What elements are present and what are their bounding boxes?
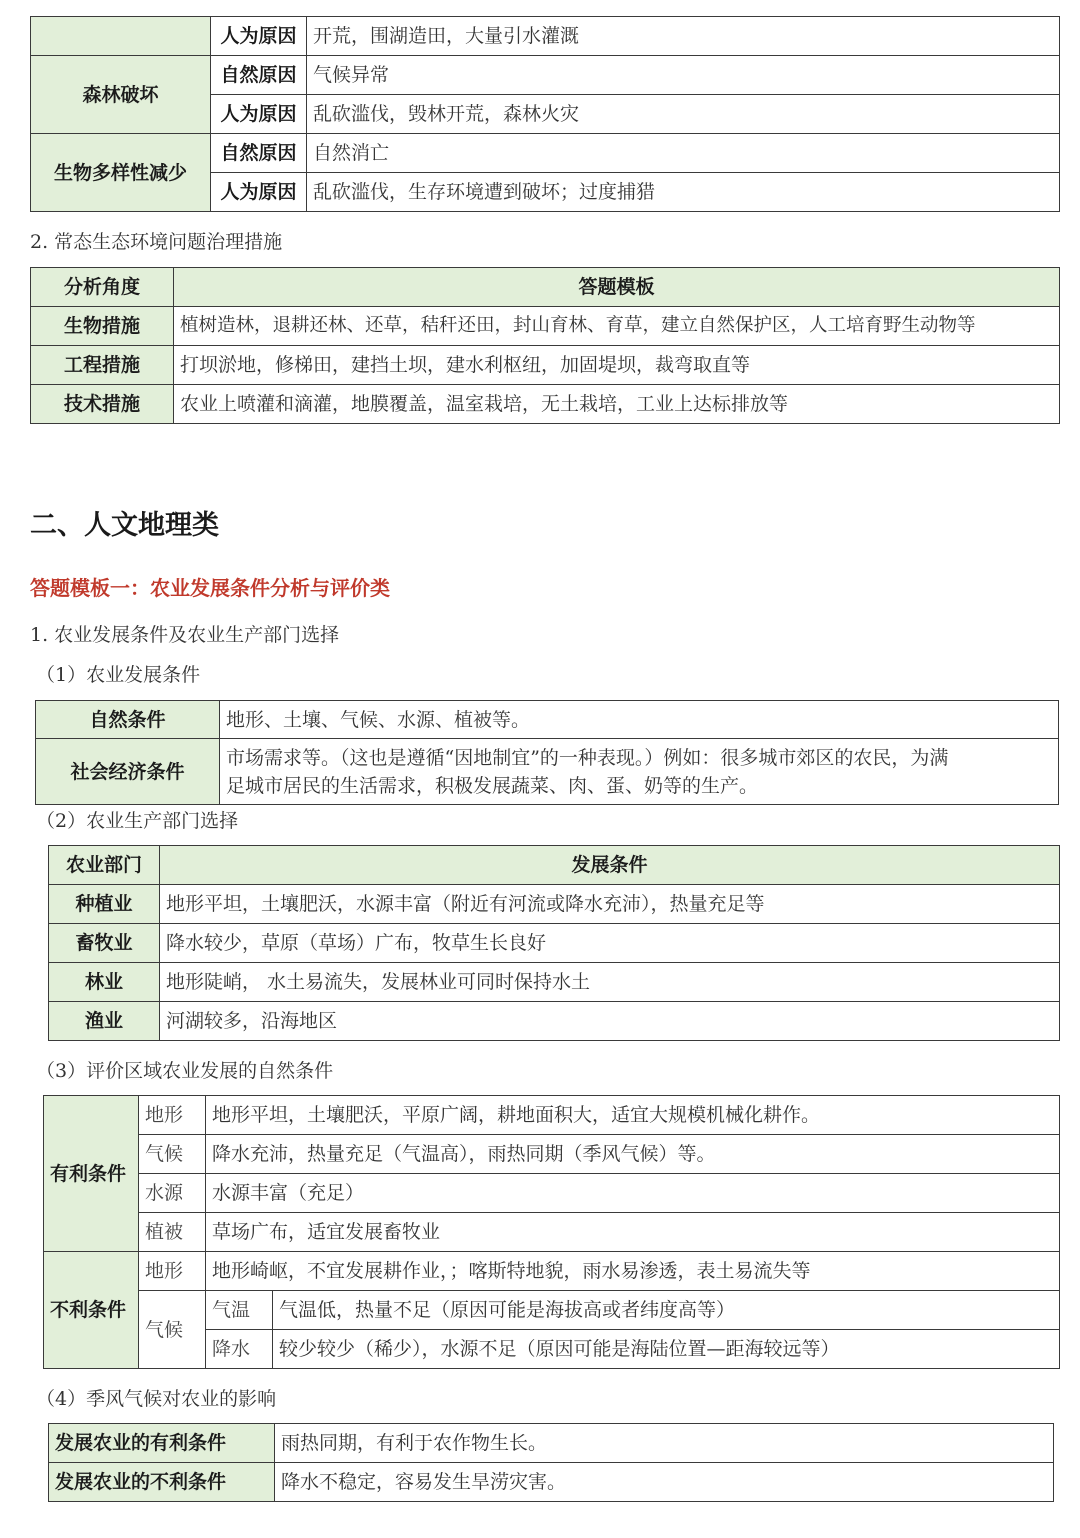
paragraph-agri-conditions: 1. 农业发展条件及农业生产部门选择	[30, 624, 340, 646]
template-heading: 答题模板一：农业发展条件分析与评价类	[30, 576, 390, 600]
condition-label: 自然条件	[36, 701, 220, 739]
subsection-3: （3）评价区域农业发展的自然条件	[36, 1060, 334, 1082]
condition-text-line: 市场需求等。（这也是遵循“因地制宜”的一种表现。）例如：很多城市郊区的农民，为满	[226, 746, 949, 769]
factor-text: 水源丰富（充足）	[206, 1174, 1060, 1213]
cause-text: 开荒，围湖造田，大量引水灌溉	[307, 17, 1060, 56]
table-row	[49, 1463, 1054, 1502]
table-row	[31, 56, 1060, 95]
paragraph-measures: 2. 常态生态环境问题治理措施	[30, 231, 283, 253]
sector-text: 河湖较多，沿海地区	[160, 1002, 1060, 1041]
condition-text-line: 足城市居民的生活需求，积极发展蔬菜、肉、蛋、奶等的生产。	[226, 774, 759, 797]
sector-label: 畜牧业	[49, 924, 160, 963]
column-header: 农业部门	[49, 846, 160, 885]
factor-label: 地形	[139, 1252, 206, 1291]
cause-label: 自然原因	[211, 56, 307, 95]
measure-label: 技术措施	[31, 385, 174, 424]
sector-text: 地形陡峭， 水土易流失，发展林业可同时保持水土	[160, 963, 1060, 1002]
natural-conditions-table	[43, 1095, 1060, 1369]
table-row	[44, 1096, 1060, 1135]
table-row	[31, 346, 1060, 385]
cause-text: 气候异常	[307, 56, 1060, 95]
sector-text: 降水较少，草原（草场）广布，牧草生长良好	[160, 924, 1060, 963]
table-row	[49, 885, 1060, 924]
agri-sectors-table	[48, 845, 1060, 1041]
cause-text: 乱砍滥伐，生存环境遭到破坏；过度捕猎	[307, 173, 1060, 212]
table-header-row	[49, 846, 1060, 885]
measure-text: 打坝淤地，修梯田，建挡土坝，建水利枢纽，加固堤坝，裁弯取直等	[174, 346, 1060, 385]
table-row	[44, 1174, 1060, 1213]
factor-text: 气温低，热量不足（原因可能是海拔高或者纬度高等）	[273, 1291, 1060, 1330]
unfavorable-label: 不利条件	[44, 1252, 139, 1369]
impact-label: 发展农业的有利条件	[49, 1424, 275, 1463]
subsection-4: （4）季风气候对农业的影响	[36, 1388, 277, 1410]
table-row	[44, 1291, 1060, 1330]
agri-conditions-table	[35, 700, 1059, 805]
factor-text: 草场广布，适宜发展畜牧业	[206, 1213, 1060, 1252]
table-row	[31, 17, 1060, 56]
causes-table	[30, 16, 1060, 212]
column-header: 发展条件	[160, 846, 1060, 885]
table-row	[44, 1213, 1060, 1252]
factor-label: 植被	[139, 1213, 206, 1252]
measure-text: 农业上喷灌和滴灌，地膜覆盖，温室栽培，无土栽培，工业上达标排放等	[174, 385, 1060, 424]
factor-text: 地形平坦，土壤肥沃，平原广阔，耕地面积大，适宜大规模机械化耕作。	[206, 1096, 1060, 1135]
favorable-label: 有利条件	[44, 1096, 139, 1252]
sector-label: 种植业	[49, 885, 160, 924]
sector-label: 林业	[49, 963, 160, 1002]
column-header: 答题模板	[174, 268, 1060, 307]
table-row	[31, 307, 1060, 346]
cause-label: 人为原因	[211, 173, 307, 212]
cause-label: 人为原因	[211, 95, 307, 134]
table-header-row	[31, 268, 1060, 307]
subfactor-label: 降水	[206, 1330, 273, 1369]
impact-text: 雨热同期，有利于农作物生长。	[275, 1424, 1054, 1463]
table-row	[31, 134, 1060, 173]
factor-label: 气候	[139, 1291, 206, 1369]
column-header: 分析角度	[31, 268, 174, 307]
group-cell-empty	[31, 17, 211, 56]
impact-label: 发展农业的不利条件	[49, 1463, 275, 1502]
measure-text: 植树造林，退耕还林、还草，秸秆还田，封山育林、育草，建立自然保护区，人工培育野生动物等	[174, 307, 1060, 346]
impact-text: 降水不稳定，容易发生旱涝灾害。	[275, 1463, 1054, 1502]
table-row	[36, 701, 1059, 739]
table-row	[49, 924, 1060, 963]
table-row	[44, 1252, 1060, 1291]
group-name: 生物多样性减少	[31, 134, 211, 212]
table-row	[49, 1002, 1060, 1041]
factor-label: 地形	[139, 1096, 206, 1135]
cause-label: 人为原因	[211, 17, 307, 56]
factor-label: 气候	[139, 1135, 206, 1174]
table-row	[31, 385, 1060, 424]
subsection-1: （1）农业发展条件	[36, 664, 201, 686]
factor-text: 较少较少（稀少），水源不足（原因可能是海陆位置—距海较远等）	[273, 1330, 1060, 1369]
condition-text	[220, 739, 1059, 805]
measure-label: 工程措施	[31, 346, 174, 385]
subsection-2: （2）农业生产部门选择	[36, 810, 239, 832]
monsoon-table	[48, 1423, 1054, 1502]
sector-label: 渔业	[49, 1002, 160, 1041]
condition-label: 社会经济条件	[36, 739, 220, 805]
measures-table	[30, 267, 1060, 424]
sector-text: 地形平坦，土壤肥沃，水源丰富（附近有河流或降水充沛），热量充足等	[160, 885, 1060, 924]
cause-text: 乱砍滥伐，毁林开荒，森林火灾	[307, 95, 1060, 134]
cause-text: 自然消亡	[307, 134, 1060, 173]
factor-text: 地形崎岖，不宜发展耕作业，；喀斯特地貌，雨水易渗透，表土易流失等	[206, 1252, 1060, 1291]
table-row	[36, 739, 1059, 805]
section-heading: 二、人文地理类	[30, 510, 219, 541]
cause-label: 自然原因	[211, 134, 307, 173]
group-name: 森林破坏	[31, 56, 211, 134]
measure-label: 生物措施	[31, 307, 174, 346]
factor-text: 降水充沛，热量充足（气温高），雨热同期（季风气候）等。	[206, 1135, 1060, 1174]
table-row	[44, 1135, 1060, 1174]
condition-text: 地形、土壤、气候、水源、植被等。	[220, 701, 1059, 739]
subfactor-label: 气温	[206, 1291, 273, 1330]
factor-label: 水源	[139, 1174, 206, 1213]
table-row	[49, 1424, 1054, 1463]
table-row	[49, 963, 1060, 1002]
